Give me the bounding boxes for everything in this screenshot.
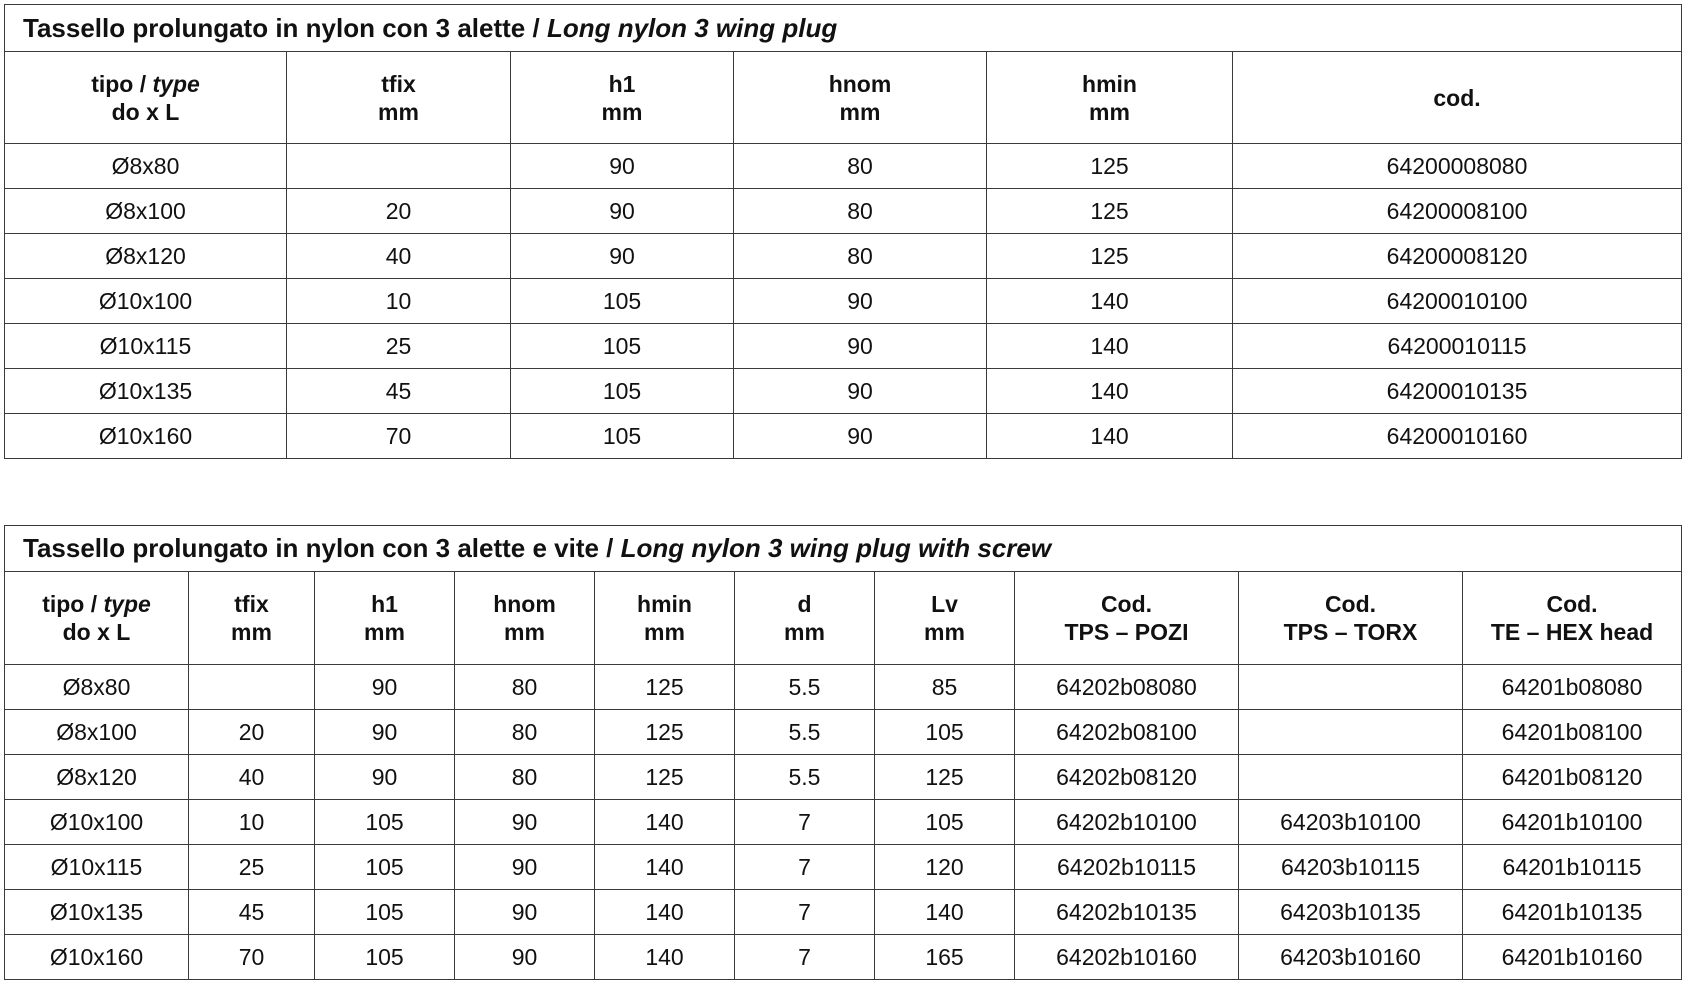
table-row (5, 369, 1682, 414)
table-cell: 80 (734, 144, 987, 189)
table-cell: 20 (287, 189, 511, 234)
table-cell: 90 (734, 369, 987, 414)
table-cell: 5.5 (735, 665, 875, 710)
table-cell: 10 (287, 279, 511, 324)
table-cell: 140 (987, 324, 1233, 369)
column-header (287, 52, 511, 144)
table-cell: 125 (987, 144, 1233, 189)
table-cell: 80 (455, 665, 595, 710)
header-line-1 (511, 70, 733, 98)
table-cell: 64202b10115 (1015, 845, 1239, 890)
header-text: hmin (1082, 70, 1137, 97)
table-cell: 64201b10115 (1463, 845, 1682, 890)
table-cell: 7 (735, 890, 875, 935)
column-header (315, 572, 455, 665)
table-cell: 7 (735, 935, 875, 980)
table-cell: Ø8x100 (5, 710, 189, 755)
table-cell: 80 (455, 755, 595, 800)
table-cell: 5.5 (735, 755, 875, 800)
table-cell: 140 (595, 935, 735, 980)
table-cell: 125 (875, 755, 1015, 800)
table-cell: 105 (875, 710, 1015, 755)
table-cell: 64202b10135 (1015, 890, 1239, 935)
header-line-2: mm (504, 619, 545, 645)
table-row (5, 665, 1682, 710)
table-cell: 90 (315, 665, 455, 710)
table-cell: 40 (287, 234, 511, 279)
table-row (5, 144, 1682, 189)
header-line-2: mm (364, 619, 405, 645)
header-line-1 (1463, 590, 1681, 618)
title-italian: Tassello prolungato in nylon con 3 alette e vite / (23, 533, 621, 563)
table-cell: 64203b10100 (1239, 800, 1463, 845)
table-row (5, 324, 1682, 369)
table-cell: 64200010160 (1233, 414, 1682, 459)
table-cell: 90 (455, 935, 595, 980)
table-cell: 165 (875, 935, 1015, 980)
table-cell: 105 (875, 800, 1015, 845)
header-line-1 (315, 590, 454, 618)
table-cell: 105 (511, 279, 734, 324)
header-line-1 (1239, 590, 1462, 618)
table-cell: 64200010115 (1233, 324, 1682, 369)
table-cell: 90 (511, 144, 734, 189)
table-long-nylon-wing-plug (4, 4, 1682, 459)
header-line-1 (189, 590, 314, 618)
table-cell: Ø10x115 (5, 845, 189, 890)
header-text: Cod. (1546, 591, 1598, 617)
header-line-1 (1015, 590, 1238, 618)
header-line-1 (287, 70, 510, 98)
table-cell: 70 (189, 935, 315, 980)
header-text: hnom (828, 70, 892, 97)
header-line-1 (875, 590, 1014, 618)
header-line-1 (5, 590, 188, 618)
table-cell: Ø8x80 (5, 144, 287, 189)
table-cell: 64201b08100 (1463, 710, 1682, 755)
table-cell: 64201b10135 (1463, 890, 1682, 935)
table-cell: 90 (315, 710, 455, 755)
header-line-2: mm (644, 619, 685, 645)
header-text: h1 (608, 70, 636, 97)
column-header (5, 52, 287, 144)
table-long-nylon-wing-plug-with-screw (4, 525, 1682, 980)
table-cell (287, 144, 511, 189)
table-cell: 40 (189, 755, 315, 800)
table-row (5, 755, 1682, 800)
header-text: Cod. (1100, 591, 1153, 617)
table-cell: Ø10x160 (5, 414, 287, 459)
column-header (5, 572, 189, 665)
table-cell: 105 (315, 935, 455, 980)
column-header (595, 572, 735, 665)
table-cell: 140 (595, 890, 735, 935)
table-cell: Ø10x135 (5, 369, 287, 414)
table-cell: 64203b10135 (1239, 890, 1463, 935)
table-row (5, 845, 1682, 890)
column-header (189, 572, 315, 665)
header-line-1 (455, 590, 594, 618)
table-cell: 105 (511, 414, 734, 459)
table-cell: 64202b08080 (1015, 665, 1239, 710)
table-cell: 125 (987, 189, 1233, 234)
table-row (5, 890, 1682, 935)
header-line-2: TE – HEX head (1490, 619, 1654, 645)
table-cell: 64200008100 (1233, 189, 1682, 234)
column-header (1463, 572, 1682, 665)
table-cell: Ø10x160 (5, 935, 189, 980)
table-row (5, 414, 1682, 459)
table-cell: 90 (511, 234, 734, 279)
table-cell: 140 (875, 890, 1015, 935)
table-cell: 70 (287, 414, 511, 459)
column-header (735, 572, 875, 665)
table-cell: 7 (735, 845, 875, 890)
header-text: tipo / (42, 591, 104, 617)
header-line-2: mm (601, 98, 643, 125)
table-cell: 64203b10160 (1239, 935, 1463, 980)
table-header-row (5, 572, 1682, 665)
table-cell: 140 (595, 845, 735, 890)
header-line-2: do x L (111, 98, 180, 125)
header-line-1 (734, 70, 986, 98)
table-cell: Ø10x100 (5, 800, 189, 845)
table-cell: 90 (455, 845, 595, 890)
table-cell: 90 (734, 324, 987, 369)
table-cell: Ø10x135 (5, 890, 189, 935)
table-cell: 90 (455, 800, 595, 845)
header-text: hmin (637, 591, 692, 617)
table-cell: 64200010135 (1233, 369, 1682, 414)
column-header (875, 572, 1015, 665)
column-header (734, 52, 987, 144)
header-line-1 (1233, 84, 1681, 112)
header-text: cod. (1433, 84, 1481, 111)
table-row (5, 935, 1682, 980)
header-text: tfix (381, 70, 416, 97)
table-cell: 105 (511, 369, 734, 414)
column-header (987, 52, 1233, 144)
table-cell: 10 (189, 800, 315, 845)
table-cell: 105 (315, 800, 455, 845)
table-cell: 20 (189, 710, 315, 755)
table-cell: 140 (987, 369, 1233, 414)
header-line-1 (735, 590, 874, 618)
header-line-1 (987, 70, 1232, 98)
table-row (5, 279, 1682, 324)
table-cell: 64202b08120 (1015, 755, 1239, 800)
table-row (5, 189, 1682, 234)
header-line-2: mm (378, 98, 419, 125)
header-line-1 (5, 70, 286, 98)
table-cell: 90 (315, 755, 455, 800)
table-cell: Ø10x100 (5, 279, 287, 324)
table-cell: 140 (987, 279, 1233, 324)
title-english: Long nylon 3 wing plug (546, 12, 838, 43)
table-cell: 85 (875, 665, 1015, 710)
table-cell: 125 (595, 665, 735, 710)
table-cell: 125 (595, 710, 735, 755)
table-cell: 90 (734, 414, 987, 459)
header-text: Cod. (1324, 591, 1377, 617)
header-text: hnom (493, 591, 556, 617)
table-cell: 5.5 (735, 710, 875, 755)
header-text: d (797, 591, 812, 617)
header-line-2: TPS – TORX (1283, 619, 1418, 645)
table-row (5, 800, 1682, 845)
table-cell: 80 (734, 189, 987, 234)
table-cell: 140 (987, 414, 1233, 459)
header-text: Lv (931, 591, 958, 617)
header-line-1 (595, 590, 734, 618)
table-title (5, 526, 1682, 572)
table-cell: 64202b08100 (1015, 710, 1239, 755)
header-text: h1 (371, 591, 398, 617)
column-header (1239, 572, 1463, 665)
table-cell (1239, 665, 1463, 710)
table-cell (1239, 755, 1463, 800)
table-cell: 64202b10100 (1015, 800, 1239, 845)
table-cell: 105 (315, 845, 455, 890)
table-row (5, 234, 1682, 279)
title-english: Long nylon 3 wing plug with screw (620, 533, 1052, 563)
table-cell: 80 (455, 710, 595, 755)
header-text-italic: type (152, 70, 200, 97)
table-cell: 64201b08120 (1463, 755, 1682, 800)
column-header (1015, 572, 1239, 665)
table-cell (189, 665, 315, 710)
table-cell (1239, 710, 1463, 755)
table-cell: 45 (287, 369, 511, 414)
column-header (511, 52, 734, 144)
table-cell: 64202b10160 (1015, 935, 1239, 980)
table-cell: 45 (189, 890, 315, 935)
table-cell: 125 (595, 755, 735, 800)
table-cell: 25 (189, 845, 315, 890)
table-cell: 64201b10100 (1463, 800, 1682, 845)
header-line-2: do x L (62, 619, 131, 645)
header-text: tipo / (91, 70, 153, 97)
header-line-2: mm (839, 98, 881, 125)
table-cell: 64200008080 (1233, 144, 1682, 189)
table-cell: 64201b08080 (1463, 665, 1682, 710)
table-cell: 80 (734, 234, 987, 279)
table-cell: 105 (315, 890, 455, 935)
table-cell: 64200008120 (1233, 234, 1682, 279)
table-cell: 64201b10160 (1463, 935, 1682, 980)
header-line-2: mm (231, 619, 272, 645)
header-line-2: mm (1089, 98, 1130, 125)
table-cell: 125 (987, 234, 1233, 279)
table-header-row (5, 52, 1682, 144)
title-italian: Tassello prolungato in nylon con 3 alette / (23, 12, 547, 43)
table-cell: 90 (455, 890, 595, 935)
table-cell: 90 (734, 279, 987, 324)
header-text: tfix (234, 591, 269, 617)
table-cell: 90 (511, 189, 734, 234)
table-cell: 140 (595, 800, 735, 845)
header-text-italic: type (103, 591, 151, 617)
table-cell: Ø8x80 (5, 665, 189, 710)
column-header (455, 572, 595, 665)
header-line-2: mm (924, 619, 965, 645)
table-row (5, 710, 1682, 755)
table-cell: 64200010100 (1233, 279, 1682, 324)
table-cell: Ø10x115 (5, 324, 287, 369)
column-header (1233, 52, 1682, 144)
header-line-2: mm (784, 619, 825, 645)
table-cell: Ø8x120 (5, 234, 287, 279)
table-cell: 25 (287, 324, 511, 369)
table-cell: 105 (511, 324, 734, 369)
table-cell: Ø8x120 (5, 755, 189, 800)
header-line-2: TPS – POZI (1064, 619, 1189, 645)
table-title (5, 5, 1682, 52)
table-cell: 7 (735, 800, 875, 845)
table-cell: Ø8x100 (5, 189, 287, 234)
table-cell: 64203b10115 (1239, 845, 1463, 890)
table-cell: 120 (875, 845, 1015, 890)
